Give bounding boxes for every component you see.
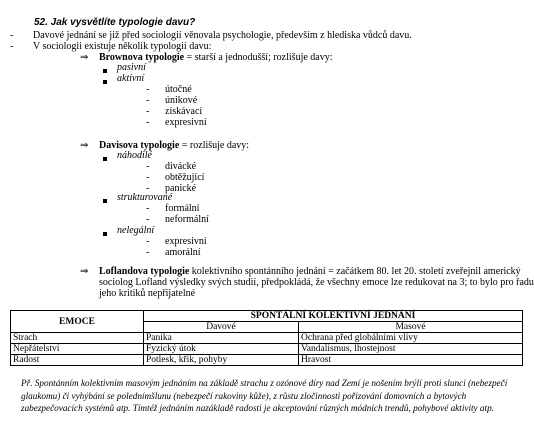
lofland-line-3: jeho kritiků nepřijatelné [99, 288, 196, 299]
brown-item: únikové [165, 95, 198, 106]
lofland-line-2: sociolog Lofland výsledky svých studií, předpokládá, že všechny emoce lze redukovat na 3; to bylo pro řadu [99, 277, 534, 288]
square-bullet-icon [103, 76, 107, 87]
lofland-description-1: kolektivního spontánního jednání = začátkem 80. let 20. století zveřejnil americký [189, 266, 521, 277]
square-bullet-icon [103, 195, 107, 206]
davis-item: expresivní [165, 236, 207, 247]
sub-dash: - [146, 172, 150, 183]
brown-title: Brownova typologie [99, 52, 185, 63]
davis-bullet-strukturovane: strukturované [117, 192, 173, 203]
table-cell: Fyzický útok [144, 344, 299, 355]
sub-dash: - [146, 95, 150, 106]
arrow-icon: ⇒ [80, 140, 89, 151]
sub-dash: - [146, 236, 150, 247]
sub-dash: - [146, 117, 150, 128]
davis-bullet-nelegalni: nelegální [117, 225, 155, 236]
header-masove: Masové [299, 322, 523, 333]
davis-item: panické [165, 183, 197, 194]
brown-item: útočné [165, 84, 192, 95]
square-bullet-icon [103, 65, 107, 76]
lofland-line-1 [99, 266, 521, 277]
brown-bullet-pasivni: pasivní [117, 62, 146, 73]
intro-dash-1: - [10, 30, 14, 41]
square-bullet-icon [103, 228, 107, 239]
brown-item: expresivní [165, 117, 207, 128]
sub-dash: - [146, 247, 150, 258]
emotions-table [10, 310, 523, 366]
davis-bullet-nahodile: náhodilé [117, 150, 152, 161]
brown-description: = starší a jednodušší; rozlišuje davy: [184, 52, 333, 63]
intro-line-2: V sociologii existuje několik typologií davu: [33, 41, 212, 52]
arrow-icon: ⇒ [80, 52, 89, 63]
sub-dash: - [146, 183, 150, 194]
table-cell: Potlesk, křik, pohyby [144, 355, 299, 366]
davis-description: = rozlišuje davy: [179, 140, 250, 151]
example-note: Př. Spontánním kolektivním masovým jednáním na základě strachu z ozónové díry nad Zemí je nošením brýlí proti slunci (nebezpečí glaukomu) či vyhýbání se poledníms̆lunu (nebezpečí rakoviny kůže), z růstu zločinnosti pořizování domovních a bytových zabezpečovacích systémů atp. Tímtéž jednáním nazákladě radosti je akceptování různých módních trendů, pohybové aktivity atp. [21, 378, 508, 413]
sub-dash: - [146, 161, 150, 172]
table-row [11, 344, 523, 355]
davis-item: amorální [165, 247, 201, 258]
table-cell: Hravost [299, 355, 523, 366]
intro-dash-2: - [10, 41, 14, 52]
davis-item: formální [165, 203, 200, 214]
header-emoce: EMOCE [11, 311, 144, 333]
sub-dash: - [146, 214, 150, 225]
header-davove: Davové [144, 322, 299, 333]
question-heading: 52. Jak vysvětlíte typologie davu? [34, 17, 196, 28]
table-cell: Panika [144, 333, 299, 344]
intro-line-1: Davové jednání se již před sociologií věnovala psychologie, především z hlediska vůdců davu. [33, 30, 412, 41]
brown-item: získávací [165, 106, 203, 117]
sub-dash: - [146, 203, 150, 214]
davis-item: neformální [165, 214, 209, 225]
lofland-title: Loflandova typologie [99, 266, 190, 277]
davis-item: obtěžující [165, 172, 205, 183]
table-row [11, 355, 523, 366]
table-cell: Ochrana před globálními vlivy [299, 333, 523, 344]
brown-bullet-aktivni: aktivní [117, 73, 145, 84]
table-cell: Nepřátelství [11, 344, 144, 355]
sub-dash: - [146, 84, 150, 95]
table-cell: Vandalismus, lhostejnost [299, 344, 523, 355]
square-bullet-icon [103, 153, 107, 164]
table-cell: Strach [11, 333, 144, 344]
header-spontalni: SPONTÁLNÍ KOLEKTIVNÍ JEDNÁNÍ [144, 311, 523, 322]
davis-item: divácké [165, 161, 197, 172]
sub-dash: - [146, 106, 150, 117]
table-cell: Radost [11, 355, 144, 366]
arrow-icon: ⇒ [80, 266, 89, 277]
table-row [11, 333, 523, 344]
table-header-row [11, 311, 523, 322]
davis-title: Davisova typologie [99, 140, 180, 151]
